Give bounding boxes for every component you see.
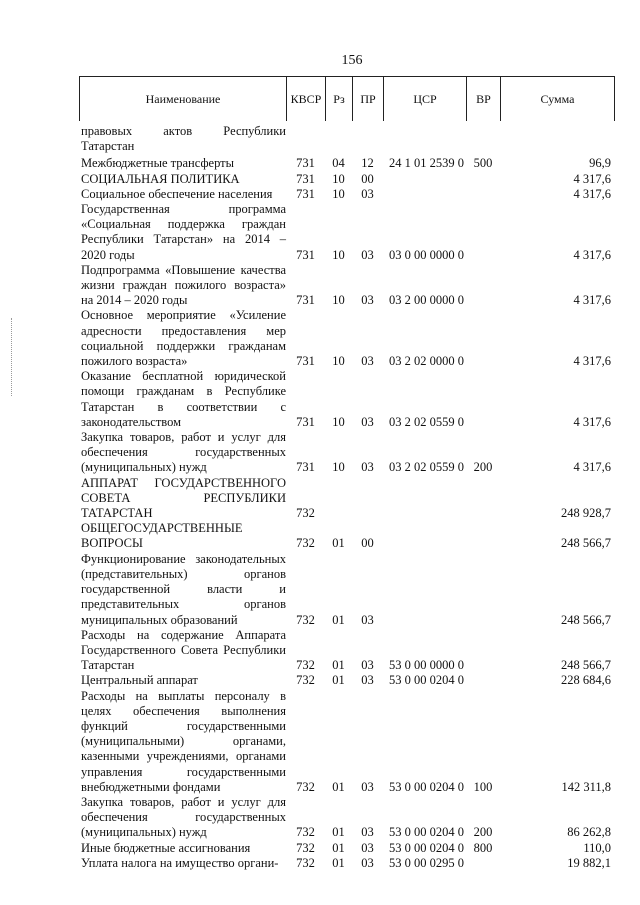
cell-pr: 03	[361, 414, 374, 429]
cell-name: ОБЩЕГОСУДАРСТВЕННЫЕ ВОПРОСЫ	[81, 521, 243, 551]
cell-sum: 4 317,6	[573, 460, 611, 475]
cell-rz: 04	[332, 156, 345, 171]
cell-name: Уплата налога на имущество органи-	[81, 855, 279, 870]
table-row	[81, 476, 611, 522]
cell-kvsr: 732	[296, 506, 315, 521]
cell-kvsr: 732	[296, 779, 315, 794]
cell-name: Центральный аппарат	[81, 673, 198, 688]
cell-name: Расходы на содержание Аппарата Государственного Совета Республики Татарстан	[81, 627, 286, 673]
cell-name: АППАРАТ ГОСУДАРСТВЕННОГО СОВЕТА РЕСПУБЛИКИ ТАТАРСТАН	[81, 475, 286, 521]
cell-csr: 03 2 02 0000 0	[389, 354, 464, 369]
cell-csr: 24 1 01 2539 0	[389, 156, 464, 171]
cell-rz: 01	[332, 658, 345, 673]
cell-vr: 200	[473, 825, 493, 840]
table-row	[81, 841, 611, 856]
cell-csr: 53 0 00 0204 0	[389, 673, 464, 688]
cell-kvsr: 732	[296, 536, 315, 551]
cell-sum: 142 311,8	[561, 779, 611, 794]
cell-pr: 03	[361, 840, 374, 855]
header-sum: Сумма	[540, 91, 575, 106]
cell-name: Межбюджетные трансферты	[81, 156, 235, 171]
cell-sum: 110,0	[583, 840, 611, 855]
cell-kvsr: 731	[296, 414, 315, 429]
cell-name: Функционирование законодательных (представительных) органов государственной власти и представительных органов муниципальных образований	[81, 551, 286, 627]
scan-margin-marks	[11, 318, 13, 396]
cell-sum: 248 928,7	[561, 506, 611, 521]
cell-csr: 53 0 00 0204 0	[389, 779, 464, 794]
cell-name: Расходы на выплаты персоналу в целях обеспечения выполнения функций государственными (муниципальными) органами, казенными учреждениями, органами управления государственными внебюджетными фондами	[81, 688, 286, 794]
cell-sum: 19 882,1	[567, 855, 611, 870]
cell-rz: 01	[332, 855, 345, 870]
table-row	[81, 795, 611, 841]
header-kvsr: КВСР	[287, 77, 326, 121]
table-row	[81, 308, 611, 369]
cell-kvsr: 731	[296, 186, 315, 201]
table-row	[81, 187, 611, 202]
cell-name: Иные бюджетные ассигнования	[81, 840, 251, 855]
cell-sum: 4 317,6	[573, 171, 611, 186]
cell-csr: 53 0 00 0204 0	[389, 840, 464, 855]
cell-pr: 03	[361, 354, 374, 369]
table-row	[81, 172, 611, 187]
cell-rz: 10	[332, 247, 345, 262]
cell-rz: 10	[332, 293, 345, 308]
cell-csr: 53 0 00 0000 0	[389, 658, 464, 673]
cell-rz: 01	[332, 673, 345, 688]
cell-vr: 100	[473, 779, 493, 794]
cell-rz: 01	[332, 779, 345, 794]
cell-rz: 01	[332, 840, 345, 855]
cell-sum: 248 566,7	[561, 658, 611, 673]
cell-pr: 03	[361, 825, 374, 840]
cell-sum: 86 262,8	[567, 825, 611, 840]
table-row	[81, 369, 611, 430]
cell-kvsr: 731	[296, 171, 315, 186]
cell-kvsr: 731	[296, 156, 315, 171]
table-row	[81, 521, 611, 551]
cell-pr: 03	[361, 460, 374, 475]
table-body	[81, 124, 611, 871]
cell-pr: 03	[361, 658, 374, 673]
cell-pr: 00	[361, 171, 374, 186]
cell-name: Подпрограмма «Повышение качества жизни граждан пожилого возраста» на 2014 – 2020 годы	[81, 262, 286, 308]
cell-vr: 800	[473, 840, 493, 855]
header-pr: ПР	[353, 77, 384, 121]
cell-sum: 228 684,6	[561, 673, 611, 688]
cell-sum: 4 317,6	[573, 247, 611, 262]
cell-pr: 03	[361, 855, 374, 870]
cell-kvsr: 732	[296, 855, 315, 870]
cell-rz: 10	[332, 186, 345, 201]
table-row	[81, 689, 611, 795]
table-header	[79, 76, 615, 121]
cell-vr: 200	[473, 460, 493, 475]
cell-kvsr: 731	[296, 247, 315, 262]
cell-kvsr: 731	[296, 293, 315, 308]
cell-name: Основное мероприятие «Усиление адресности предоставления мер социальной поддержки гражданам пожилого возраста»	[81, 308, 286, 369]
cell-name: правовых актов Республики Татарстан	[81, 124, 286, 154]
cell-name: Социальное обеспечение населения	[81, 186, 273, 201]
cell-pr: 03	[361, 247, 374, 262]
cell-csr: 03 2 02 0559 0	[389, 460, 464, 475]
table-row	[81, 628, 611, 674]
cell-pr: 12	[361, 156, 374, 171]
cell-kvsr: 732	[296, 825, 315, 840]
header-rz: Рз	[326, 77, 353, 121]
cell-csr: 53 0 00 0204 0	[389, 825, 464, 840]
cell-sum: 248 566,7	[561, 536, 611, 551]
cell-sum: 96,9	[589, 156, 611, 171]
cell-rz: 10	[332, 171, 345, 186]
cell-name: СОЦИАЛЬНАЯ ПОЛИТИКА	[81, 171, 240, 186]
cell-sum: 248 566,7	[561, 612, 611, 627]
cell-sum: 4 317,6	[573, 354, 611, 369]
cell-csr: 03 2 02 0559 0	[389, 414, 464, 429]
cell-name: Закупка товаров, работ и услуг для обеспечения государственных (муниципальных) нужд	[81, 430, 286, 475]
header-vr: ВР	[467, 77, 501, 121]
cell-csr: 03 0 00 0000 0	[389, 247, 464, 262]
cell-rz: 01	[332, 825, 345, 840]
header-name: Наименование	[80, 77, 287, 121]
cell-rz: 10	[332, 414, 345, 429]
page-number: 156	[341, 53, 363, 68]
table-row	[81, 430, 611, 476]
header-csr: ЦСР	[384, 77, 467, 121]
cell-name: Закупка товаров, работ и услуг для обеспечения государственных (муниципальных) нужд	[81, 794, 286, 840]
cell-pr: 03	[361, 612, 374, 627]
cell-kvsr: 731	[296, 354, 315, 369]
cell-pr: 03	[361, 186, 374, 201]
table-row	[81, 673, 611, 688]
cell-rz: 01	[332, 612, 345, 627]
cell-name: Государственная программа «Социальная поддержка граждан Республики Татарстан» на 2014 – 2020 годы	[81, 202, 286, 262]
cell-pr: 03	[361, 779, 374, 794]
cell-pr: 00	[361, 536, 374, 551]
table-row	[81, 856, 611, 871]
cell-kvsr: 732	[296, 840, 315, 855]
cell-rz: 01	[332, 536, 345, 551]
table-row	[81, 202, 611, 263]
cell-pr: 03	[361, 673, 374, 688]
cell-kvsr: 731	[296, 460, 315, 475]
cell-kvsr: 732	[296, 673, 315, 688]
cell-kvsr: 732	[296, 612, 315, 627]
table-row	[81, 124, 611, 154]
table-row	[81, 156, 611, 171]
table-row	[81, 552, 611, 628]
cell-sum: 4 317,6	[573, 293, 611, 308]
cell-csr: 53 0 00 0295 0	[389, 855, 464, 870]
table-row	[81, 263, 611, 309]
cell-sum: 4 317,6	[573, 186, 611, 201]
cell-csr: 03 2 00 0000 0	[389, 293, 464, 308]
cell-name: Оказание бесплатной юридической помощи гражданам в Республике Татарстан в соответствии с законодательством	[81, 369, 286, 429]
cell-rz: 10	[332, 354, 345, 369]
cell-pr: 03	[361, 293, 374, 308]
cell-rz: 10	[332, 460, 345, 475]
cell-vr: 500	[473, 156, 493, 171]
cell-sum: 4 317,6	[573, 414, 611, 429]
cell-kvsr: 732	[296, 658, 315, 673]
